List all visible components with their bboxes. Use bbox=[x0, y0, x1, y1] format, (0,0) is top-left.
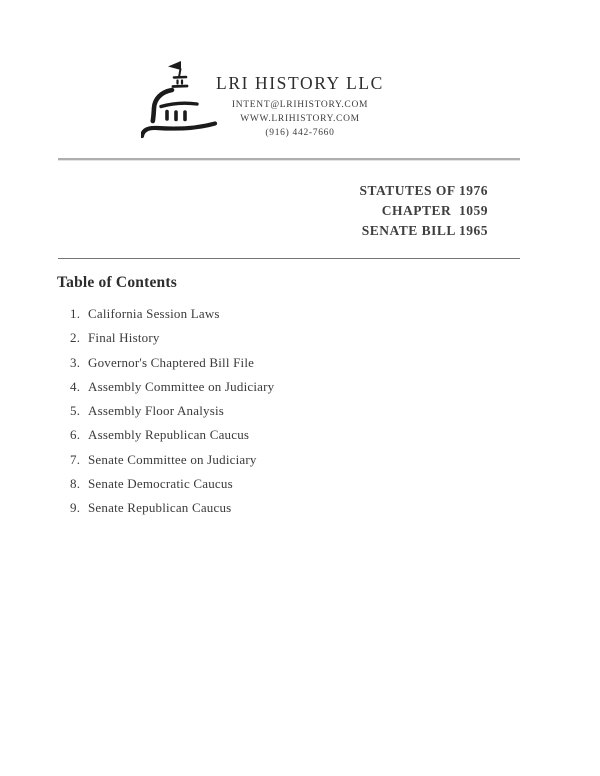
toc-item-number: 2. bbox=[70, 330, 81, 346]
company-email: INTENT@LRIHISTORY.COM bbox=[231, 100, 369, 110]
toc-item bbox=[70, 496, 274, 520]
toc-item bbox=[70, 326, 274, 350]
company-website: WWW.LRIHISTORY.COM bbox=[240, 114, 360, 124]
toc-item-number: 3. bbox=[70, 354, 81, 370]
toc-item-number: 5. bbox=[70, 403, 81, 419]
toc-item-label: Assembly Floor Analysis bbox=[88, 403, 225, 419]
letterhead bbox=[0, 73, 600, 140]
company-phone: (916) 442-7660 bbox=[265, 128, 335, 138]
toc-item-number: 6. bbox=[70, 427, 81, 443]
toc-item bbox=[70, 472, 274, 496]
senate-bill-line: SENATE BILL 1965 bbox=[361, 223, 488, 238]
toc-heading: Table of Contents bbox=[57, 274, 177, 291]
toc-item-number: 1. bbox=[70, 306, 81, 321]
toc-item-label: Assembly Republican Caucus bbox=[88, 427, 250, 443]
toc-item-label: Governor's Chaptered Bill File bbox=[88, 354, 255, 370]
statutes-line: STATUTES OF 1976 bbox=[359, 183, 488, 198]
toc-item-label: Senate Republican Caucus bbox=[88, 500, 232, 516]
toc-item bbox=[70, 302, 274, 326]
statute-reference-block bbox=[359, 181, 488, 241]
toc-item bbox=[70, 448, 274, 472]
toc-item-number: 8. bbox=[70, 476, 81, 492]
horizontal-rule-top bbox=[58, 158, 520, 161]
toc-item-label: Assembly Committee on Judiciary bbox=[88, 378, 275, 394]
horizontal-rule-middle bbox=[58, 258, 520, 259]
toc-item-label: Final History bbox=[88, 330, 160, 346]
toc-item-label: California Session Laws bbox=[88, 306, 220, 321]
toc-item bbox=[70, 399, 274, 423]
toc-item-label: Senate Committee on Judiciary bbox=[88, 451, 257, 467]
toc-item-number: 7. bbox=[70, 451, 81, 467]
toc-item bbox=[70, 423, 274, 447]
company-name: LRI HISTORY LLC bbox=[216, 73, 384, 93]
toc-item-label: Senate Democratic Caucus bbox=[88, 476, 233, 492]
toc-item-number: 4. bbox=[70, 378, 81, 394]
toc-item-number: 9. bbox=[70, 500, 81, 516]
toc-item bbox=[70, 351, 274, 375]
toc-list bbox=[70, 302, 274, 521]
chapter-line: CHAPTER 1059 bbox=[381, 203, 488, 218]
toc-item bbox=[70, 375, 274, 399]
